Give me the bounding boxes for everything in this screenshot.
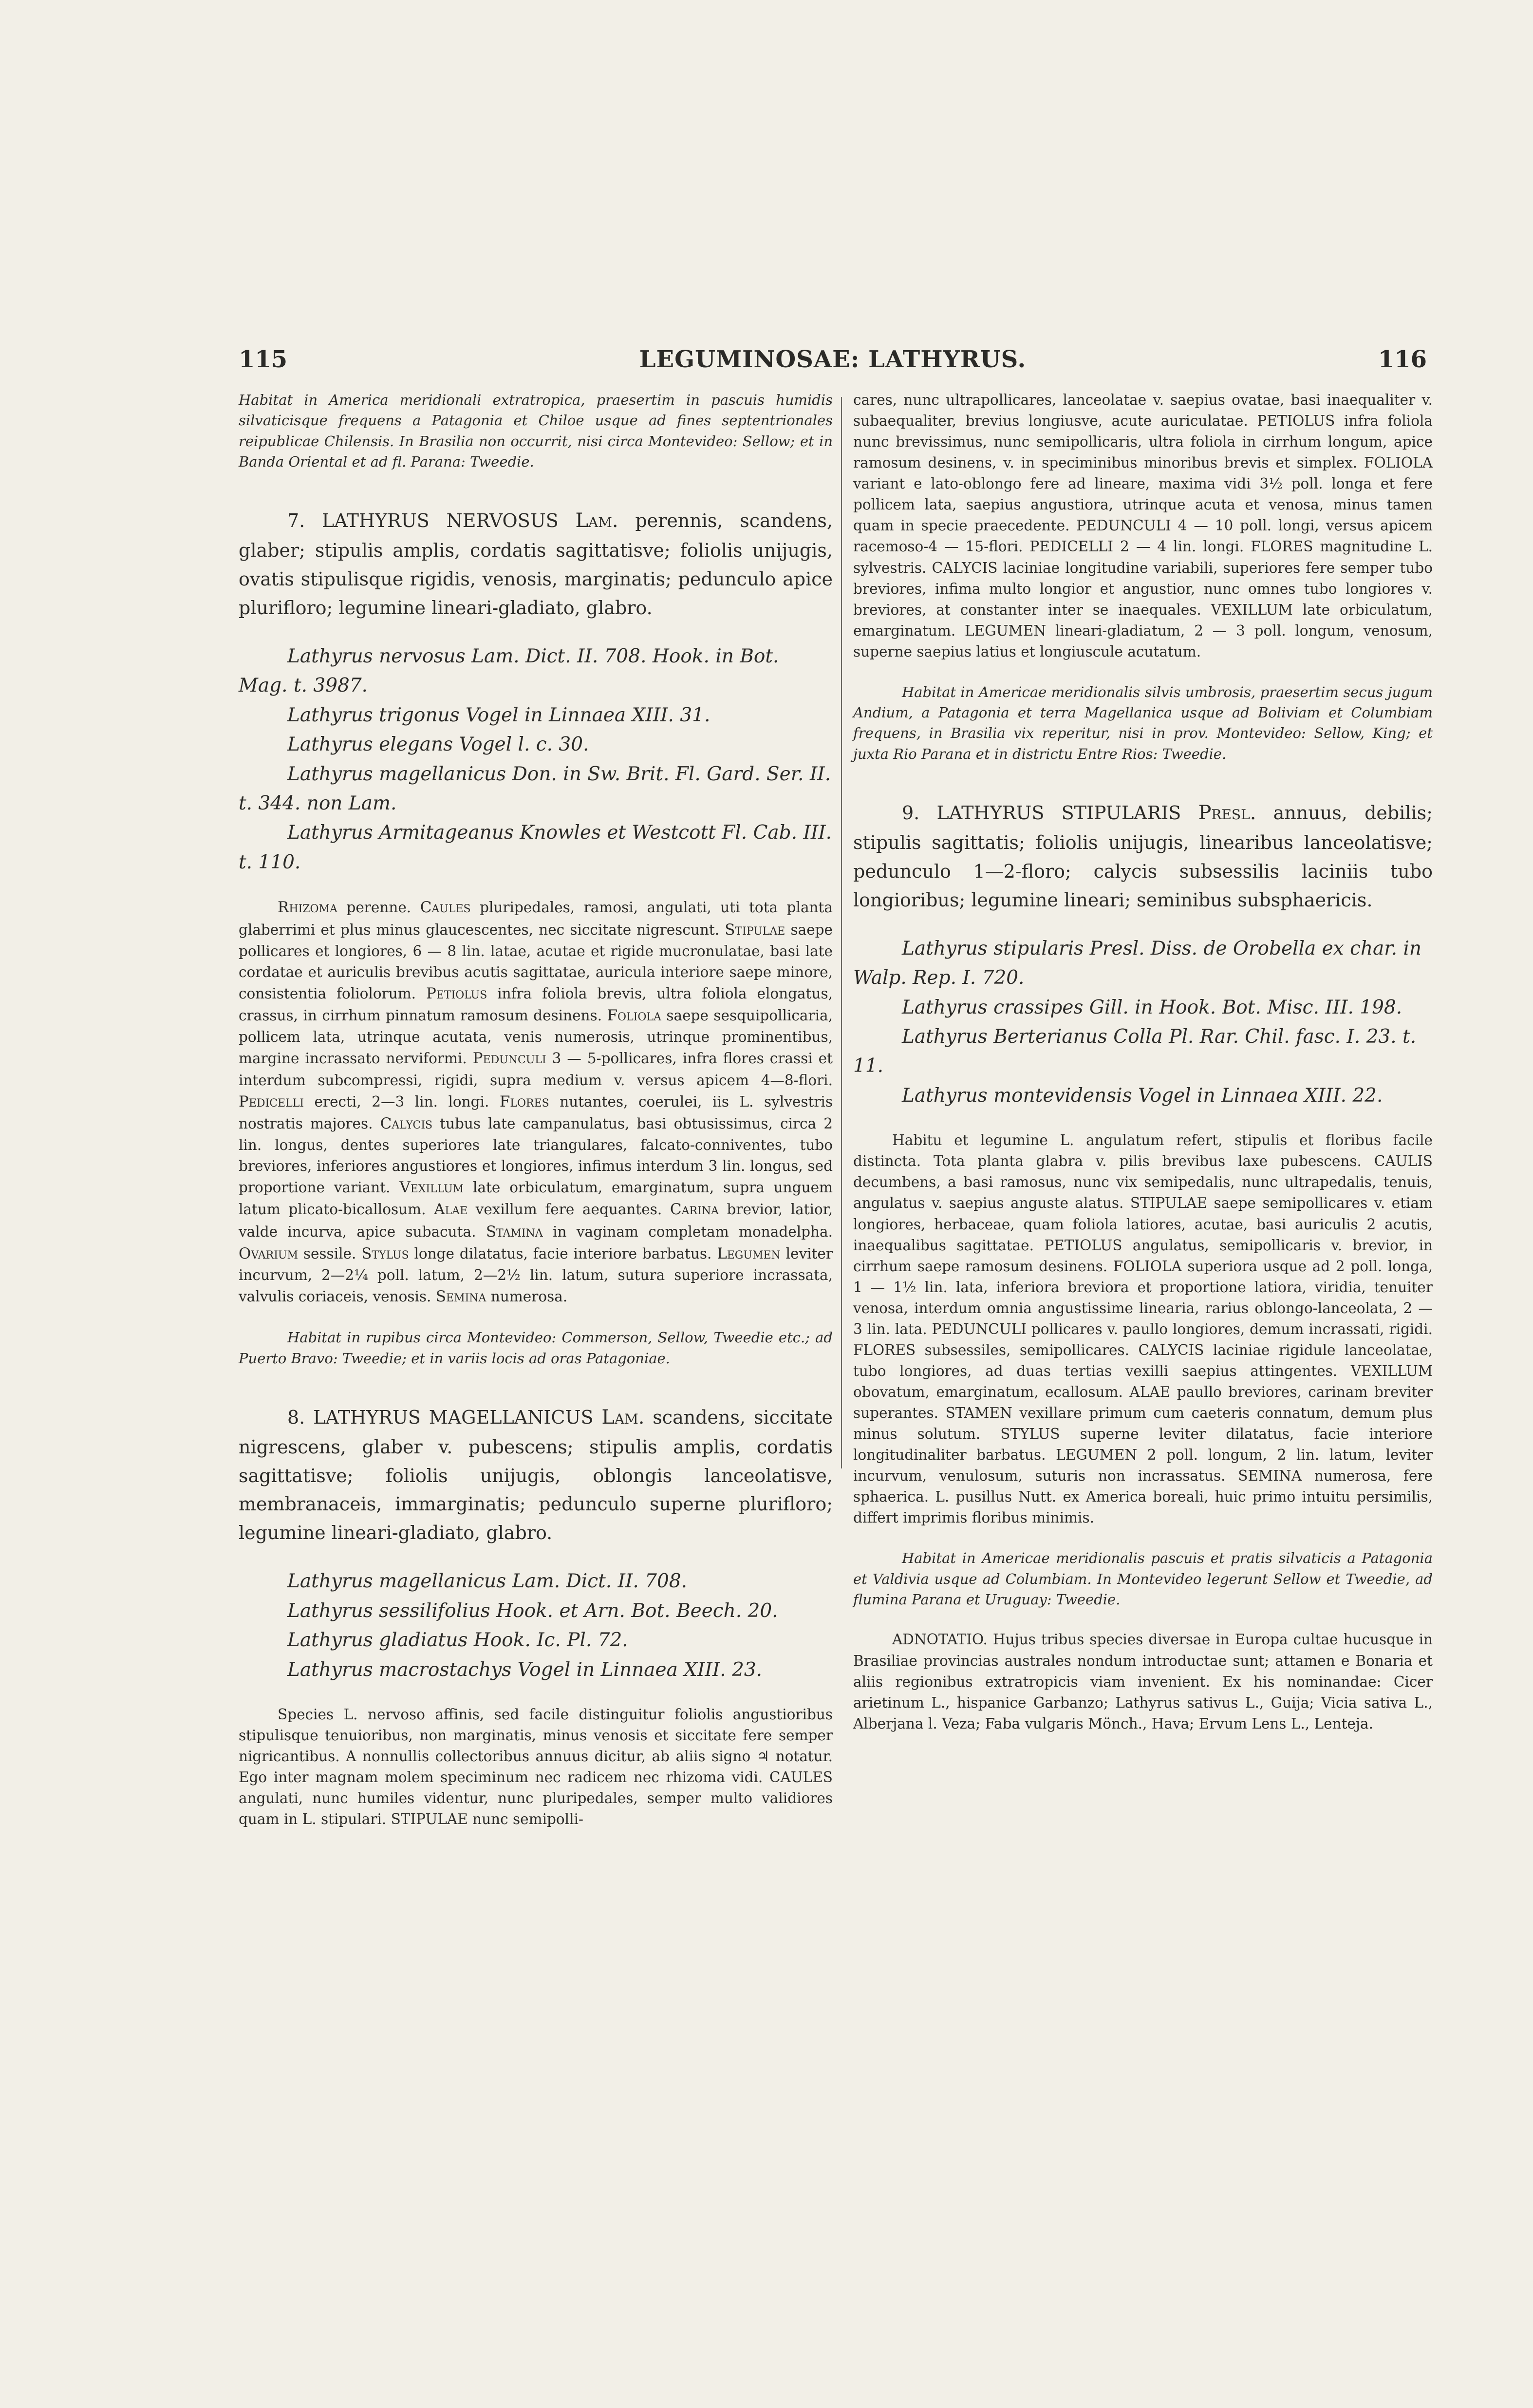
description-text: perenne. (337, 899, 420, 916)
species-7-description-text (239, 897, 833, 1308)
synonym: Lathyrus magellanicus Lam. Dict. II. 708. (287, 1570, 687, 1593)
species-9-description (853, 1130, 1433, 1528)
description-text: infra foliola brevis, ultra foliola elongatus, crassus, in cirrhum pinnatum ramosum desinens. (239, 985, 833, 1024)
description-term: Stamina (486, 1223, 543, 1241)
species-8-description-text: Species L. nervoso affinis, sed facile distinguitur foliolis angustioribus stipulisque tenuioribus, non marginatis, minus venosis et siccitate fere semper nigricantibus. A nonnullis collectoribus annuus dicitur, ab aliis signo ♃ notatur. Ego inter magnam molem speciminum nec radicem nec rhizoma vidi. CAULES angulati, nunc humiles videntur, nunc pluripedales, semper multo validiores quam in L. stipulari. STIPULAE nunc semipolli- (239, 1706, 833, 1828)
description-term: Rhizoma (278, 899, 337, 917)
synonym: Lathyrus trigonus Vogel in Linnaea XIII. 31. (287, 704, 710, 726)
description-term: Vexillum (399, 1179, 464, 1197)
left-column (239, 390, 833, 1830)
description-text: saepe pollicares et longiores, 6 — 8 lin. latae, acutae et rigide mucronulatae, basi late cordatae et auriculis brevibus acutis sagittatae, auricula interiore saepe minore, consistentia foliolorum. (239, 921, 833, 1002)
species-8-continued-text: cares, nunc ultrapollicares, lanceolatae v. saepius ovatae, basi inaequaliter v. subaequaliter, brevius longiusve, acute auriculatae. PETIOLUS infra foliola nunc brevissimus, nunc semipollicaris, ultra foliola in cirrhum longum, apice ramosum desinens, v. in speciminibus minoribus brevis et simplex. FOLIOLA variant e lato-oblongo fere ad lineare, maxima vidi 3½ poll. longa et fere pollicem lata, saepius angustiora, utrinque acuta et venosa, minus tamen quam in specie praecedente. PEDUNCULI 4 — 10 poll. longi, versus apicem racemoso-4 — 15-flori. PEDICELLI 2 — 4 lin. longi. FLORES magnitudine L. sylvestris. CALYCIS laciniae longitudine variabili, superiores fere semper tubo breviores, infima multo longior et angustior, nunc omnes tubo longiores v. breviores, at constanter inter se inaequales. VEXILLUM late orbiculatum, emarginatum. LEGUMEN lineari-gladiatum, 2 — 3 poll. longum, venosum, superne saepius latius et longiuscule acutatum. (853, 392, 1433, 660)
synonym: Lathyrus crassipes Gill. in Hook. Bot. Misc. III. 198. (902, 996, 1402, 1018)
running-title: LEGUMINOSAE: LATHYRUS. (639, 346, 1027, 373)
description-term: Stipulae (725, 921, 785, 939)
page-number-left: 115 (239, 346, 288, 373)
description-term: Calycis (380, 1114, 433, 1132)
annotation-text: ADNOTATIO. Hujus tribus species diversae in Europa cultae hucusque in Brasiliae provincias australes nondum introductae sunt; attamen e Bonaria et aliis regionibus extratropicis viam invenient. Ex his nominandae: Cicer arietinum L., hispanice Garbanzo; Lathyrus sativus L., Guija; Vicia sativa L., Alberjana l. Veza; Faba vulgaris Mönch., Hava; Ervum Lens L., Lenteja. (853, 1631, 1433, 1732)
species-7-diagnosis (239, 506, 833, 622)
species-9-habitat: Habitat in Americae meridionalis pascuis et pratis silvaticis a Patagonia et Valdivia usque ad Columbiam. In Montevideo legerunt Sellow et Tweedie, ad flumina Parana et Uruguay: Tweedie. (853, 1550, 1433, 1608)
right-column (853, 390, 1433, 1734)
description-term: Stylus (361, 1244, 409, 1262)
species-7-habitat: Habitat in rupibus circa Montevideo: Commerson, Sellow, Tweedie etc.; ad Puerto Bravo: Tweedie; et in variis locis ad oras Patagoniae. (239, 1329, 833, 1367)
species-8-description-continued (853, 390, 1433, 662)
description-text: in vaginam completam monadelpha. (542, 1223, 833, 1240)
description-term: Pedunculi (472, 1050, 546, 1068)
description-text: erecti, 2—3 lin. longi. (304, 1093, 500, 1110)
species-9-diagnosis (853, 798, 1433, 915)
description-text: pluripedales, ramosi, angulati, uti tota planta glaberrimi et plus minus glaucescentes, nec siccitate nigrescunt. (239, 899, 833, 938)
description-text: brevior, latior, valde incurva, apice subacuta. (239, 1201, 833, 1240)
habitat-note: Habitat in America meridionali extratropica, praesertim in pascuis humidis silvaticisque frequens a Patagonia et Chiloe usque ad fines septentrionales reipublicae Chilensis. In Brasilia non occurrit, nisi circa Montevideo: Sellow; et in Banda Oriental et ad fl. Parana: Tweedie. (239, 392, 833, 470)
description-text: nutantes, coerulei, iis L. sylvestris nostratis majores. (239, 1093, 833, 1132)
species-7-synonyms (239, 642, 833, 878)
species-7-description (239, 897, 833, 1308)
synonym: Lathyrus elegans Vogel l. c. 30. (287, 734, 589, 756)
species-8-habitat: Habitat in Americae meridionalis silvis umbrosis, praesertim secus jugum Andium, a Patagonia et terra Magellanica usque ad Boliviam et Columbiam frequens, in Brasilia vix reperitur, nisi in prov. Montevideo: Sellow, King; et juxta Rio Parana et in districtu Entre Rios: Tweedie. (853, 683, 1433, 762)
description-text: saepe sesquipollicaria, pollicem lata, utrinque acutata, venis numerosis, utrinque prominentibus, margine incrassato nerviformi. (239, 1007, 833, 1067)
description-term: Caules (420, 899, 471, 917)
synonym: Lathyrus macrostachys Vogel in Linnaea XIII. 23. (287, 1658, 763, 1681)
species-8-author: Lam. (601, 1406, 645, 1429)
species-7-diagnosis-text: perennis, scandens, glaber; stipulis amplis, cordatis sagittatisve; foliolis unijugis, ovatis stipulisque rigidis, venosis, marginatis; pedunculo apice plurifloro; legumine lineari-gladiato, glabro. (239, 510, 833, 619)
synonym: Lathyrus magellanicus Don. in Sw. Brit. Fl. Gard. Ser. II. t. 344. non Lam. (239, 763, 831, 815)
species-9-diagnosis-text: annuus, debilis; stipulis sagittatis; foliolis unijugis, linearibus lanceolatisve; pedunculo 1—2-floro; calycis subsessilis laciniis tubo longioribus; legumine lineari; seminibus subsphaericis. (853, 802, 1433, 911)
synonym: Lathyrus montevidensis Vogel in Linnaea XIII. 22. (902, 1084, 1383, 1107)
description-text: late orbiculatum, emarginatum, supra unguem latum plicato-bicallosum. (239, 1179, 833, 1218)
description-text: vexillum fere aequantes. (467, 1201, 670, 1218)
species-8-synonyms (239, 1567, 833, 1685)
description-text: leviter incurvum, 2—2¼ poll. latum, 2—2½ lin. latum, sutura superiore incrassata, valvulis coriaceis, venosis. (239, 1245, 833, 1305)
description-term: Petiolus (426, 984, 487, 1002)
description-term: Alae (434, 1201, 468, 1219)
synonym: Lathyrus sessilifolius Hook. et Arn. Bot. Beech. 20. (287, 1599, 778, 1622)
species-9-synonyms (853, 934, 1433, 1111)
description-term: Ovarium (239, 1244, 298, 1262)
synonym: Lathyrus nervosus Lam. Dict. II. 708. Hook. in Bot. Mag. t. 3987. (239, 645, 779, 697)
synonym: Lathyrus gladiatus Hook. Ic. Pl. 72. (287, 1629, 628, 1652)
description-text: tubus late campanulatus, basi obtusissimus, circa 2 lin. longus, dentes superiores late triangulares, falcato-conniventes, tubo breviores, inferiores angustiores et longiores, infimus interdum 3 lin. longus, sed proportione variant. (239, 1115, 833, 1196)
species-7-author: Lam. (575, 509, 618, 532)
description-term: Pedicelli (239, 1092, 304, 1110)
annotation (853, 1629, 1433, 1734)
synonym: Lathyrus Berterianus Colla Pl. Rar. Chil. fasc. I. 23. t. 11. (853, 1025, 1417, 1077)
description-text: 3 — 5-pollicares, infra flores crassi et interdum subcompressi, rigidi, supra medium v. versus apicem 4—8-flori. (239, 1050, 833, 1089)
page-number-right: 116 (1378, 346, 1427, 373)
description-term: Semina (435, 1288, 486, 1305)
description-term: Foliola (607, 1007, 661, 1025)
species-8-diagnosis (239, 1403, 833, 1547)
description-text: sessile. (298, 1245, 362, 1262)
species-9-author: Presl. (1198, 802, 1256, 825)
synonym: Lathyrus Armitageanus Knowles et Westcott Fl. Cab. III. t. 110. (239, 822, 832, 873)
description-term: Flores (499, 1092, 549, 1110)
synonym: Lathyrus stipularis Presl. Diss. de Orobella ex char. in Walp. Rep. I. 720. (853, 937, 1422, 989)
species-8-diagnosis-text: scandens, siccitate nigrescens, glaber v. pubescens; stipulis amplis, cordatis sagittatisve; foliolis unijugis, oblongis lanceolatisve, membranaceis, immarginatis; pedunculo superne plurifloro; legumine lineari-gladiato, glabro. (239, 1406, 833, 1544)
description-text: numerosa. (486, 1288, 568, 1305)
description-term: Carina (670, 1201, 719, 1219)
species-8-heading: 8. LATHYRUS MAGELLANICUS (287, 1406, 594, 1428)
column-divider (841, 397, 842, 1468)
species-8-description (239, 1704, 833, 1830)
description-term: Legumen (717, 1244, 781, 1262)
species-9-description-text: Habitu et legumine L. angulatum refert, stipulis et floribus facile distincta. Tota planta glabra v. pilis brevibus laxe pubescens. CAULIS decumbens, a basi ramosus, nunc vix semipedalis, nunc ultrapedalis, tenuis, angulatus v. saepius anguste alatus. STIPULAE saepe semipollicares v. etiam longiores, herbaceae, quam foliola latiores, acutae, basi auriculis 2 acutis, inaequalibus sagittatae. PETIOLUS angulatus, semipollicaris v. brevior, in cirrhum saepe ramosum desinens. FOLIOLA superiora usque ad 2 poll. longa, 1 — 1½ lin. lata, inferiora breviora et proportione latiora, viridia, tenuiter venosa, interdum omnia angustissime linearia, rarius oblongo-lanceolata, 2 — 3 lin. lata. PEDUNCULI pollicares v. paullo longiores, demum incrassati, rigidi. FLORES subsessiles, semipollicares. CALYCIS laciniae rigidule lanceolatae, tubo longiores, ad duas tertias vexilli saepius attingentes. VEXILLUM obovatum, emarginatum, ecallosum. ALAE paullo breviores, carinam breviter superantes. STAMEN vexillare primum cum caeteris connatum, demum plus minus solutum. STYLUS superne leviter dilatatus, facie interiore longitudinaliter barbatus. LEGUMEN 2 poll. longum, 2 lin. latum, leviter incurvum, venulosum, suturis non incrassatus. SEMINA numerosa, fere sphaerica. L. pusillus Nutt. ex America boreali, huic primo intuitu persimilis, differt imprimis floribus minimis. (853, 1132, 1433, 1526)
description-text: longe dilatatus, facie interiore barbatus. (409, 1245, 717, 1262)
page-header (239, 341, 1427, 380)
species-9-heading: 9. LATHYRUS STIPULARIS (902, 802, 1181, 824)
species-7-heading: 7. LATHYRUS NERVOSUS (287, 510, 559, 532)
